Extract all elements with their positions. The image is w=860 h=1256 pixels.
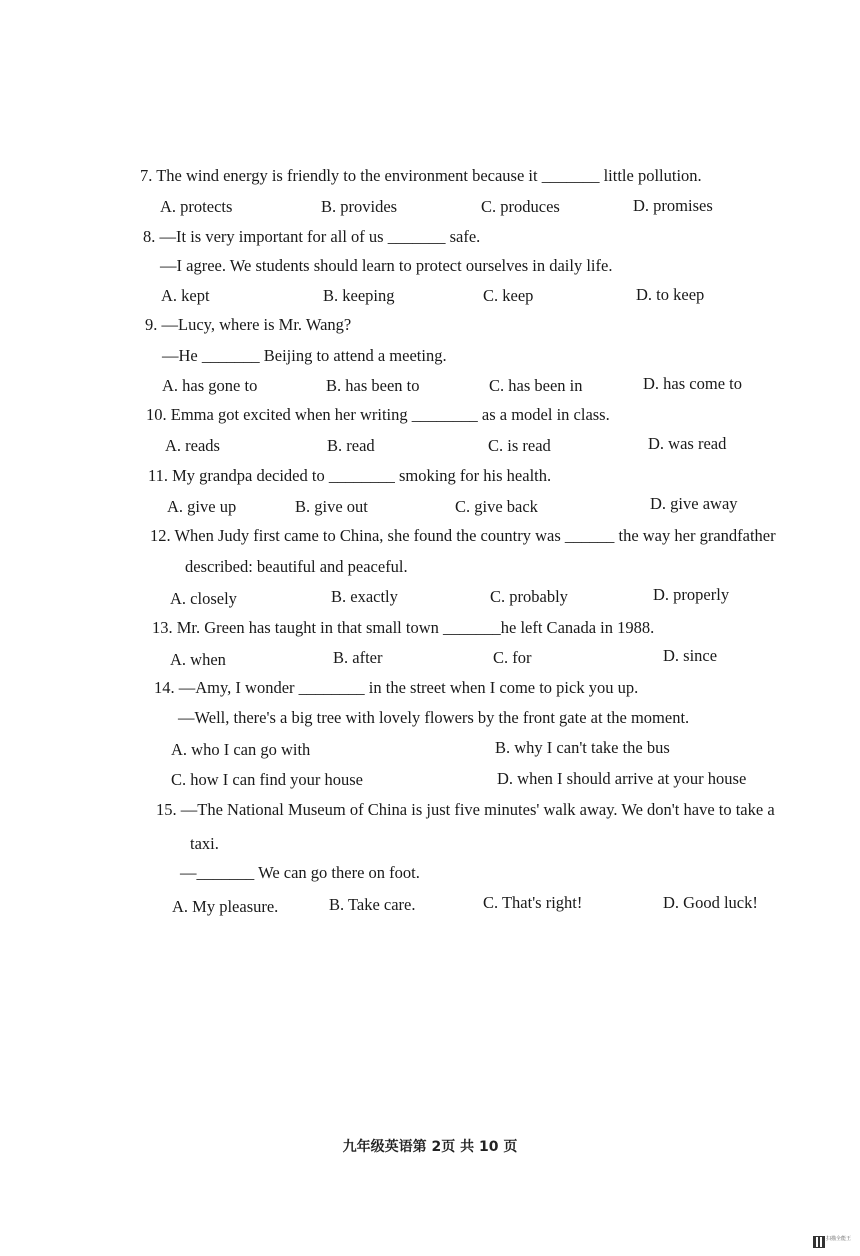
q14-option-a: A. who I can go with [171, 740, 311, 759]
question-15-reply: —_______ We can go there on foot. [180, 863, 420, 882]
q7-option-b: B. provides [321, 197, 398, 216]
q13-option-a: A. when [170, 650, 226, 669]
q12-option-b: B. exactly [331, 587, 398, 606]
q11-option-d: D. give away [650, 494, 738, 513]
question-15-stem: 15. —The National Museum of China is just five minutes' walk away. We don't have to take a [156, 800, 775, 819]
question-12-stem-cont: described: beautiful and peaceful. [185, 557, 408, 576]
question-8-stem: 8. —It is very important for all of us _______ safe. [143, 227, 481, 246]
q11-option-c: C. give back [455, 497, 538, 516]
q10-option-c: C. is read [488, 436, 551, 455]
q10-option-a: A. reads [165, 436, 220, 455]
q9-option-d: D. has come to [643, 374, 742, 393]
question-10-stem: 10. Emma got excited when her writing ________ as a model in class. [146, 405, 610, 424]
qr-code-icon [813, 1236, 825, 1248]
question-9-stem: 9. —Lucy, where is Mr. Wang? [145, 315, 352, 334]
question-11-stem: 11. My grandpa decided to ________ smoking for his health. [148, 466, 552, 485]
q7-option-c: C. produces [481, 197, 560, 216]
question-15-stem-cont: taxi. [190, 834, 219, 853]
question-13-stem: 13. Mr. Green has taught in that small town _______he left Canada in 1988. [152, 618, 655, 637]
question-8-reply: —I agree. We students should learn to protect ourselves in daily life. [160, 256, 613, 275]
q11-option-b: B. give out [295, 497, 368, 516]
q13-option-c: C. for [493, 648, 532, 667]
question-12-stem: 12. When Judy first came to China, she found the country was ______ the way her grandfather [150, 526, 776, 545]
q15-option-c: C. That's right! [483, 893, 583, 912]
q14-option-d: D. when I should arrive at your house [497, 769, 747, 788]
question-9-reply: —He _______ Beijing to attend a meeting. [162, 346, 447, 365]
q8-option-c: C. keep [483, 286, 534, 305]
q8-option-b: B. keeping [323, 286, 395, 305]
q10-option-b: B. read [327, 436, 375, 455]
q9-option-c: C. has been in [489, 376, 583, 395]
question-14-reply: —Well, there's a big tree with lovely flowers by the front gate at the moment. [178, 708, 690, 727]
q8-option-d: D. to keep [636, 285, 705, 304]
q14-option-c: C. how I can find your house [171, 770, 364, 789]
q15-option-a: A. My pleasure. [172, 897, 279, 916]
q9-option-b: B. has been to [326, 376, 420, 395]
q7-option-a: A. protects [160, 197, 233, 216]
q12-option-d: D. properly [653, 585, 730, 604]
question-7-stem: 7. The wind energy is friendly to the environment because it _______ little pollution. [140, 166, 702, 185]
q15-option-d: D. Good luck! [663, 893, 758, 912]
question-14-stem: 14. —Amy, I wonder ________ in the street when I come to pick you up. [154, 678, 639, 697]
q14-option-b: B. why I can't take the bus [495, 738, 670, 757]
q12-option-a: A. closely [170, 589, 237, 608]
q15-option-b: B. Take care. [329, 895, 416, 914]
q12-option-c: C. probably [490, 587, 568, 606]
q9-option-a: A. has gone to [162, 376, 258, 395]
q13-option-b: B. after [333, 648, 383, 667]
q11-option-a: A. give up [167, 497, 237, 516]
q7-option-d: D. promises [633, 196, 713, 215]
page-footer: 九年级英语第 2页 共 10 页 [342, 1139, 518, 1155]
q8-option-a: A. kept [161, 286, 210, 305]
q13-option-d: D. since [663, 646, 718, 665]
scanner-watermark: 扫描全能王 [826, 1236, 852, 1242]
q10-option-d: D. was read [648, 434, 727, 453]
